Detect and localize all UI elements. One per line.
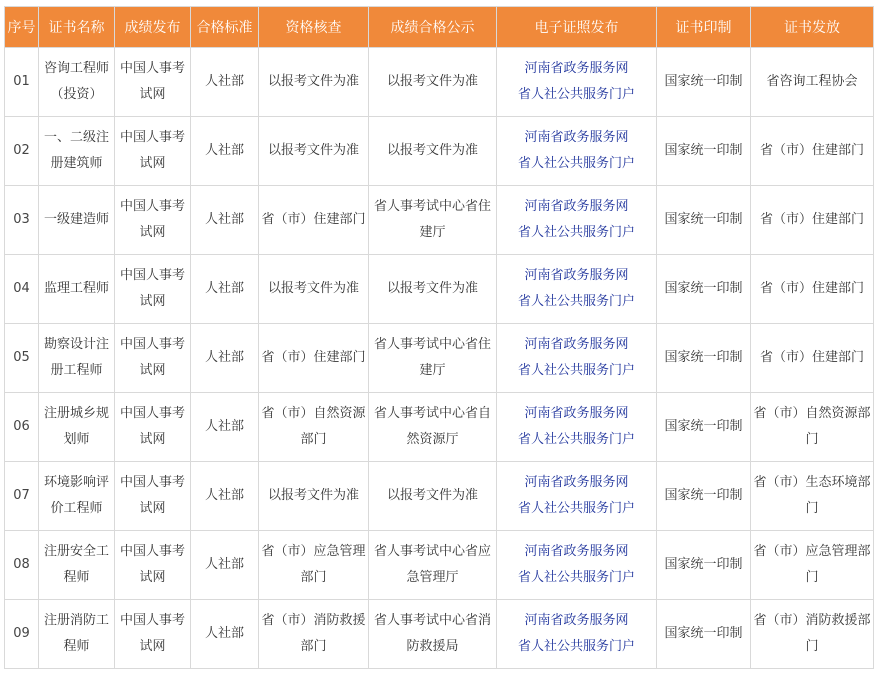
pass-standard: 人社部 <box>191 186 259 255</box>
cert-printing: 国家统一印制 <box>657 324 751 393</box>
header-cert-issue: 证书发放 <box>751 7 874 48</box>
table-row <box>5 600 874 669</box>
pass-standard: 人社部 <box>191 324 259 393</box>
henan-gov-service-link[interactable]: 河南省政务服务网 <box>524 406 629 421</box>
table-row <box>5 324 874 393</box>
header-e-cert-release: 电子证照发布 <box>497 7 657 48</box>
header-qualification-check: 资格核查 <box>259 7 369 48</box>
cert-printing: 国家统一印制 <box>657 186 751 255</box>
pass-standard: 人社部 <box>191 255 259 324</box>
table-row <box>5 186 874 255</box>
cert-name: 监理工程师 <box>39 255 115 324</box>
row-index: 01 <box>5 48 39 117</box>
row-index: 02 <box>5 117 39 186</box>
hr-portal-link[interactable]: 省人社公共服务门户 <box>517 639 635 654</box>
header-index: 序号 <box>5 7 39 48</box>
qualification-check: 省（市）住建部门 <box>259 324 369 393</box>
e-cert-release <box>497 324 657 393</box>
header-cert-printing: 证书印制 <box>657 7 751 48</box>
row-index: 06 <box>5 393 39 462</box>
score-release: 中国人事考试网 <box>115 393 191 462</box>
e-cert-release <box>497 531 657 600</box>
cert-name: 环境影响评价工程师 <box>39 462 115 531</box>
pass-standard: 人社部 <box>191 462 259 531</box>
score-release: 中国人事考试网 <box>115 324 191 393</box>
cert-issue: 省（市）应急管理部门 <box>751 531 874 600</box>
pass-notice: 以报考文件为准 <box>369 48 497 117</box>
e-cert-release <box>497 393 657 462</box>
pass-standard: 人社部 <box>191 531 259 600</box>
cert-issue: 省（市）住建部门 <box>751 324 874 393</box>
table-row <box>5 255 874 324</box>
hr-portal-link[interactable]: 省人社公共服务门户 <box>517 363 635 378</box>
hr-portal-link[interactable]: 省人社公共服务门户 <box>517 156 635 171</box>
cert-name: 一、二级注册建筑师 <box>39 117 115 186</box>
row-index: 08 <box>5 531 39 600</box>
pass-standard: 人社部 <box>191 48 259 117</box>
row-index: 05 <box>5 324 39 393</box>
score-release: 中国人事考试网 <box>115 255 191 324</box>
table-header-row <box>5 7 874 48</box>
cert-name: 注册消防工程师 <box>39 600 115 669</box>
header-score-release: 成绩发布 <box>115 7 191 48</box>
table-row <box>5 48 874 117</box>
score-release: 中国人事考试网 <box>115 600 191 669</box>
cert-printing: 国家统一印制 <box>657 48 751 117</box>
cert-issue: 省（市）住建部门 <box>751 117 874 186</box>
cert-issue: 省（市）住建部门 <box>751 186 874 255</box>
hr-portal-link[interactable]: 省人社公共服务门户 <box>517 432 635 447</box>
qualification-check: 以报考文件为准 <box>259 255 369 324</box>
cert-issue: 省咨询工程协会 <box>751 48 874 117</box>
score-release: 中国人事考试网 <box>115 117 191 186</box>
qualification-check: 省（市）住建部门 <box>259 186 369 255</box>
table-row <box>5 531 874 600</box>
pass-notice: 省人事考试中心省自然资源厅 <box>369 393 497 462</box>
henan-gov-service-link[interactable]: 河南省政务服务网 <box>524 475 629 490</box>
henan-gov-service-link[interactable]: 河南省政务服务网 <box>524 544 629 559</box>
table-row <box>5 117 874 186</box>
score-release: 中国人事考试网 <box>115 531 191 600</box>
cert-issue: 省（市）消防救援部门 <box>751 600 874 669</box>
cert-name: 注册城乡规划师 <box>39 393 115 462</box>
pass-notice: 省人事考试中心省应急管理厅 <box>369 531 497 600</box>
pass-notice: 省人事考试中心省消防救援局 <box>369 600 497 669</box>
header-pass-standard: 合格标准 <box>191 7 259 48</box>
certificate-table <box>4 6 874 669</box>
e-cert-release <box>497 255 657 324</box>
pass-notice: 以报考文件为准 <box>369 462 497 531</box>
header-cert-name: 证书名称 <box>39 7 115 48</box>
qualification-check: 省（市）自然资源部门 <box>259 393 369 462</box>
cert-printing: 国家统一印制 <box>657 600 751 669</box>
henan-gov-service-link[interactable]: 河南省政务服务网 <box>524 199 629 214</box>
pass-notice: 省人事考试中心省住建厅 <box>369 324 497 393</box>
row-index: 09 <box>5 600 39 669</box>
hr-portal-link[interactable]: 省人社公共服务门户 <box>517 87 635 102</box>
pass-notice: 以报考文件为准 <box>369 117 497 186</box>
henan-gov-service-link[interactable]: 河南省政务服务网 <box>524 130 629 145</box>
hr-portal-link[interactable]: 省人社公共服务门户 <box>517 570 635 585</box>
table-row <box>5 393 874 462</box>
pass-standard: 人社部 <box>191 117 259 186</box>
pass-notice: 省人事考试中心省住建厅 <box>369 186 497 255</box>
e-cert-release <box>497 48 657 117</box>
qualification-check: 以报考文件为准 <box>259 117 369 186</box>
cert-printing: 国家统一印制 <box>657 531 751 600</box>
qualification-check: 以报考文件为准 <box>259 48 369 117</box>
pass-notice: 以报考文件为准 <box>369 255 497 324</box>
henan-gov-service-link[interactable]: 河南省政务服务网 <box>524 61 629 76</box>
hr-portal-link[interactable]: 省人社公共服务门户 <box>517 225 635 240</box>
cert-printing: 国家统一印制 <box>657 462 751 531</box>
row-index: 04 <box>5 255 39 324</box>
pass-standard: 人社部 <box>191 600 259 669</box>
cert-name: 咨询工程师（投资） <box>39 48 115 117</box>
cert-name: 一级建造师 <box>39 186 115 255</box>
cert-name: 注册安全工程师 <box>39 531 115 600</box>
cert-issue: 省（市）生态环境部门 <box>751 462 874 531</box>
cert-printing: 国家统一印制 <box>657 117 751 186</box>
row-index: 07 <box>5 462 39 531</box>
henan-gov-service-link[interactable]: 河南省政务服务网 <box>524 268 629 283</box>
henan-gov-service-link[interactable]: 河南省政务服务网 <box>524 613 629 628</box>
e-cert-release <box>497 186 657 255</box>
score-release: 中国人事考试网 <box>115 48 191 117</box>
e-cert-release <box>497 462 657 531</box>
hr-portal-link[interactable]: 省人社公共服务门户 <box>517 501 635 516</box>
header-pass-notice: 成绩合格公示 <box>369 7 497 48</box>
cert-issue: 省（市）住建部门 <box>751 255 874 324</box>
qualification-check: 省（市）应急管理部门 <box>259 531 369 600</box>
henan-gov-service-link[interactable]: 河南省政务服务网 <box>524 337 629 352</box>
cert-name: 勘察设计注册工程师 <box>39 324 115 393</box>
score-release: 中国人事考试网 <box>115 462 191 531</box>
qualification-check: 省（市）消防救援部门 <box>259 600 369 669</box>
cert-printing: 国家统一印制 <box>657 255 751 324</box>
e-cert-release <box>497 117 657 186</box>
cert-issue: 省（市）自然资源部门 <box>751 393 874 462</box>
cert-printing: 国家统一印制 <box>657 393 751 462</box>
pass-standard: 人社部 <box>191 393 259 462</box>
table-row <box>5 462 874 531</box>
qualification-check: 以报考文件为准 <box>259 462 369 531</box>
e-cert-release <box>497 600 657 669</box>
score-release: 中国人事考试网 <box>115 186 191 255</box>
row-index: 03 <box>5 186 39 255</box>
hr-portal-link[interactable]: 省人社公共服务门户 <box>517 294 635 309</box>
